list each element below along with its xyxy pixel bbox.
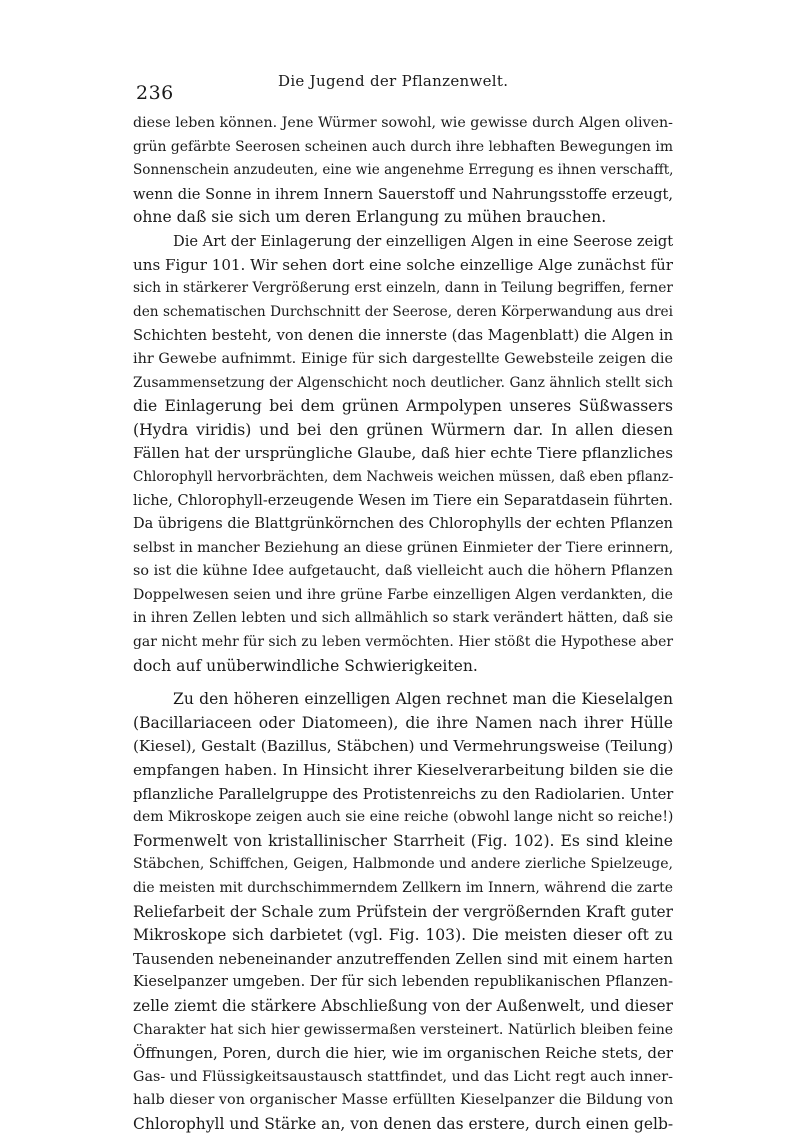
page-number: 236 <box>136 82 174 104</box>
text-line: Tausenden nebeneinander anzutreffenden Zellen sind mit einem harten <box>133 950 673 968</box>
text-line: Charakter hat sich hier gewissermaßen versteinert. Natürlich bleiben feine <box>133 1021 674 1038</box>
body-text <box>133 112 673 1137</box>
text-line: selbst in mancher Beziehung an diese grünen Einmieter der Tiere erinnern, <box>133 539 674 556</box>
text-line: doch auf unüberwindliche Schwierigkeiten. <box>133 656 478 675</box>
text-line: dem Mikroskope zeigen auch sie eine reiche (obwohl lange nicht so reiche!) <box>133 809 674 826</box>
text-line: Fällen hat der ursprüngliche Glaube, daß hier echte Tiere pflanzliches <box>133 444 673 463</box>
paragraph <box>133 688 673 1136</box>
text-line: zelle ziemt die stärkere Abschließung von der Außenwelt, und dieser <box>133 996 673 1015</box>
running-head: Die Jugend der Pflanzenwelt. <box>278 72 509 90</box>
text-line: empfangen haben. In Hinsicht ihrer Kieselverarbeitung bilden sie die <box>133 761 674 780</box>
text-line: Mikroskope sich darbietet (vgl. Fig. 103). Die meisten dieser oft zu <box>133 926 673 945</box>
text-line: sich in stärkerer Vergrößerung erst einzeln, dann in Teilung begriffen, ferner <box>133 280 673 297</box>
page-header <box>128 70 688 104</box>
text-line: Chlorophyll und Stärke an, von denen das erstere, durch einen gelb- <box>133 1114 674 1133</box>
text-line: in ihren Zellen lebten und sich allmählich so stark verändert hätten, daß sie <box>133 610 674 627</box>
text-line: uns Figur 101. Wir sehen dort eine solche einzellige Alge zunächst für <box>133 255 673 274</box>
text-line: (Bacillariaceen oder Diatomeen), die ihre Namen nach ihrer Hülle <box>133 713 673 732</box>
text-line: ihr Gewebe aufnimmt. Einige für sich dargestellte Gewebsteile zeigen die <box>133 350 673 367</box>
text-line: Chlorophyll hervorbrächten, dem Nachweis weichen müssen, daß eben pflanz- <box>133 468 674 485</box>
text-line: die meisten mit durchschimmerndem Zellkern im Innern, während die zarte <box>133 880 673 896</box>
text-line: Kieselpanzer umgeben. Der für sich lebenden republikanischen Pflanzen- <box>133 974 673 991</box>
text-line: halb dieser von organischer Masse erfüllten Kieselpanzer die Bildung von <box>133 1092 674 1109</box>
text-line: Zu den höheren einzelligen Algen rechnet man die Kieselalgen <box>173 690 673 709</box>
text-line: Öffnungen, Poren, durch die hier, wie im organischen Reiche stets, der <box>133 1044 674 1063</box>
text-line: diese leben können. Jene Würmer sowohl, wie gewisse durch Algen oliven- <box>133 115 673 131</box>
text-line: (Kiesel), Gestalt (Bazillus, Stäbchen) und Vermehrungsweise (Teilung) <box>133 737 674 756</box>
text-line: Gas- und Flüssigkeitsaustausch stattfindet, und das Licht regt auch inner- <box>133 1068 673 1085</box>
text-line: grün gefärbte Seerosen scheinen auch durch ihre lebhaften Bewegungen im <box>133 138 673 155</box>
text-line: Da übrigens die Blattgrünkörnchen des Chlorophylls der echten Pflanzen <box>133 516 673 533</box>
text-line: Reliefarbeit der Schale zum Prüfstein der vergrößernden Kraft guter <box>133 902 673 921</box>
text-line: Zusammensetzung der Algenschicht noch deutlicher. Ganz ähnlich stellt sich <box>133 374 673 391</box>
text-line: Formenwelt von kristallinischer Starrheit (Fig. 102). Es sind kleine <box>133 831 673 850</box>
text-line: Sonnenschein anzudeuten, eine wie angenehme Erregung es ihnen verschafft, <box>133 162 674 179</box>
text-line: den schematischen Durchschnitt der Seerose, deren Körperwandung aus drei <box>133 303 673 320</box>
paragraph <box>133 112 673 230</box>
text-line: pflanzliche Parallelgruppe des Protistenreichs zu den Radiolarien. Unter <box>133 785 674 803</box>
text-line: ohne daß sie sich um deren Erlangung zu mühen brauchen. <box>133 208 607 227</box>
text-line: gar nicht mehr für sich zu leben vermöchten. Hier stößt die Hypothese aber <box>133 634 673 651</box>
text-line: wenn die Sonne in ihrem Innern Sauerstoff und Nahrungsstoffe erzeugt, <box>133 185 673 203</box>
text-line: liche, Chlorophyll-erzeugende Wesen im Tiere ein Separatdasein führten. <box>133 492 673 509</box>
text-line: die Einlagerung bei dem grünen Armpolypen unseres Süßwassers <box>133 397 673 416</box>
text-line: (Hydra viridis) und bei den grünen Würmern dar. In allen diesen <box>133 420 673 439</box>
paragraph <box>133 230 673 678</box>
text-line: Doppelwesen seien und ihre grüne Farbe einzelligen Algen verdankten, die <box>133 586 673 603</box>
text-line: Die Art der Einlagerung der einzelligen Algen in eine Seerose zeigt <box>173 232 674 250</box>
text-line: Schichten besteht, von denen die innerste (das Magenblatt) die Algen in <box>133 327 674 345</box>
text-line: Stäbchen, Schiffchen, Geigen, Halbmonde und andere zierliche Spielzeuge, <box>133 856 673 873</box>
text-line: so ist die kühne Idee aufgetaucht, daß vielleicht auch die höhern Pflanzen <box>133 563 673 580</box>
